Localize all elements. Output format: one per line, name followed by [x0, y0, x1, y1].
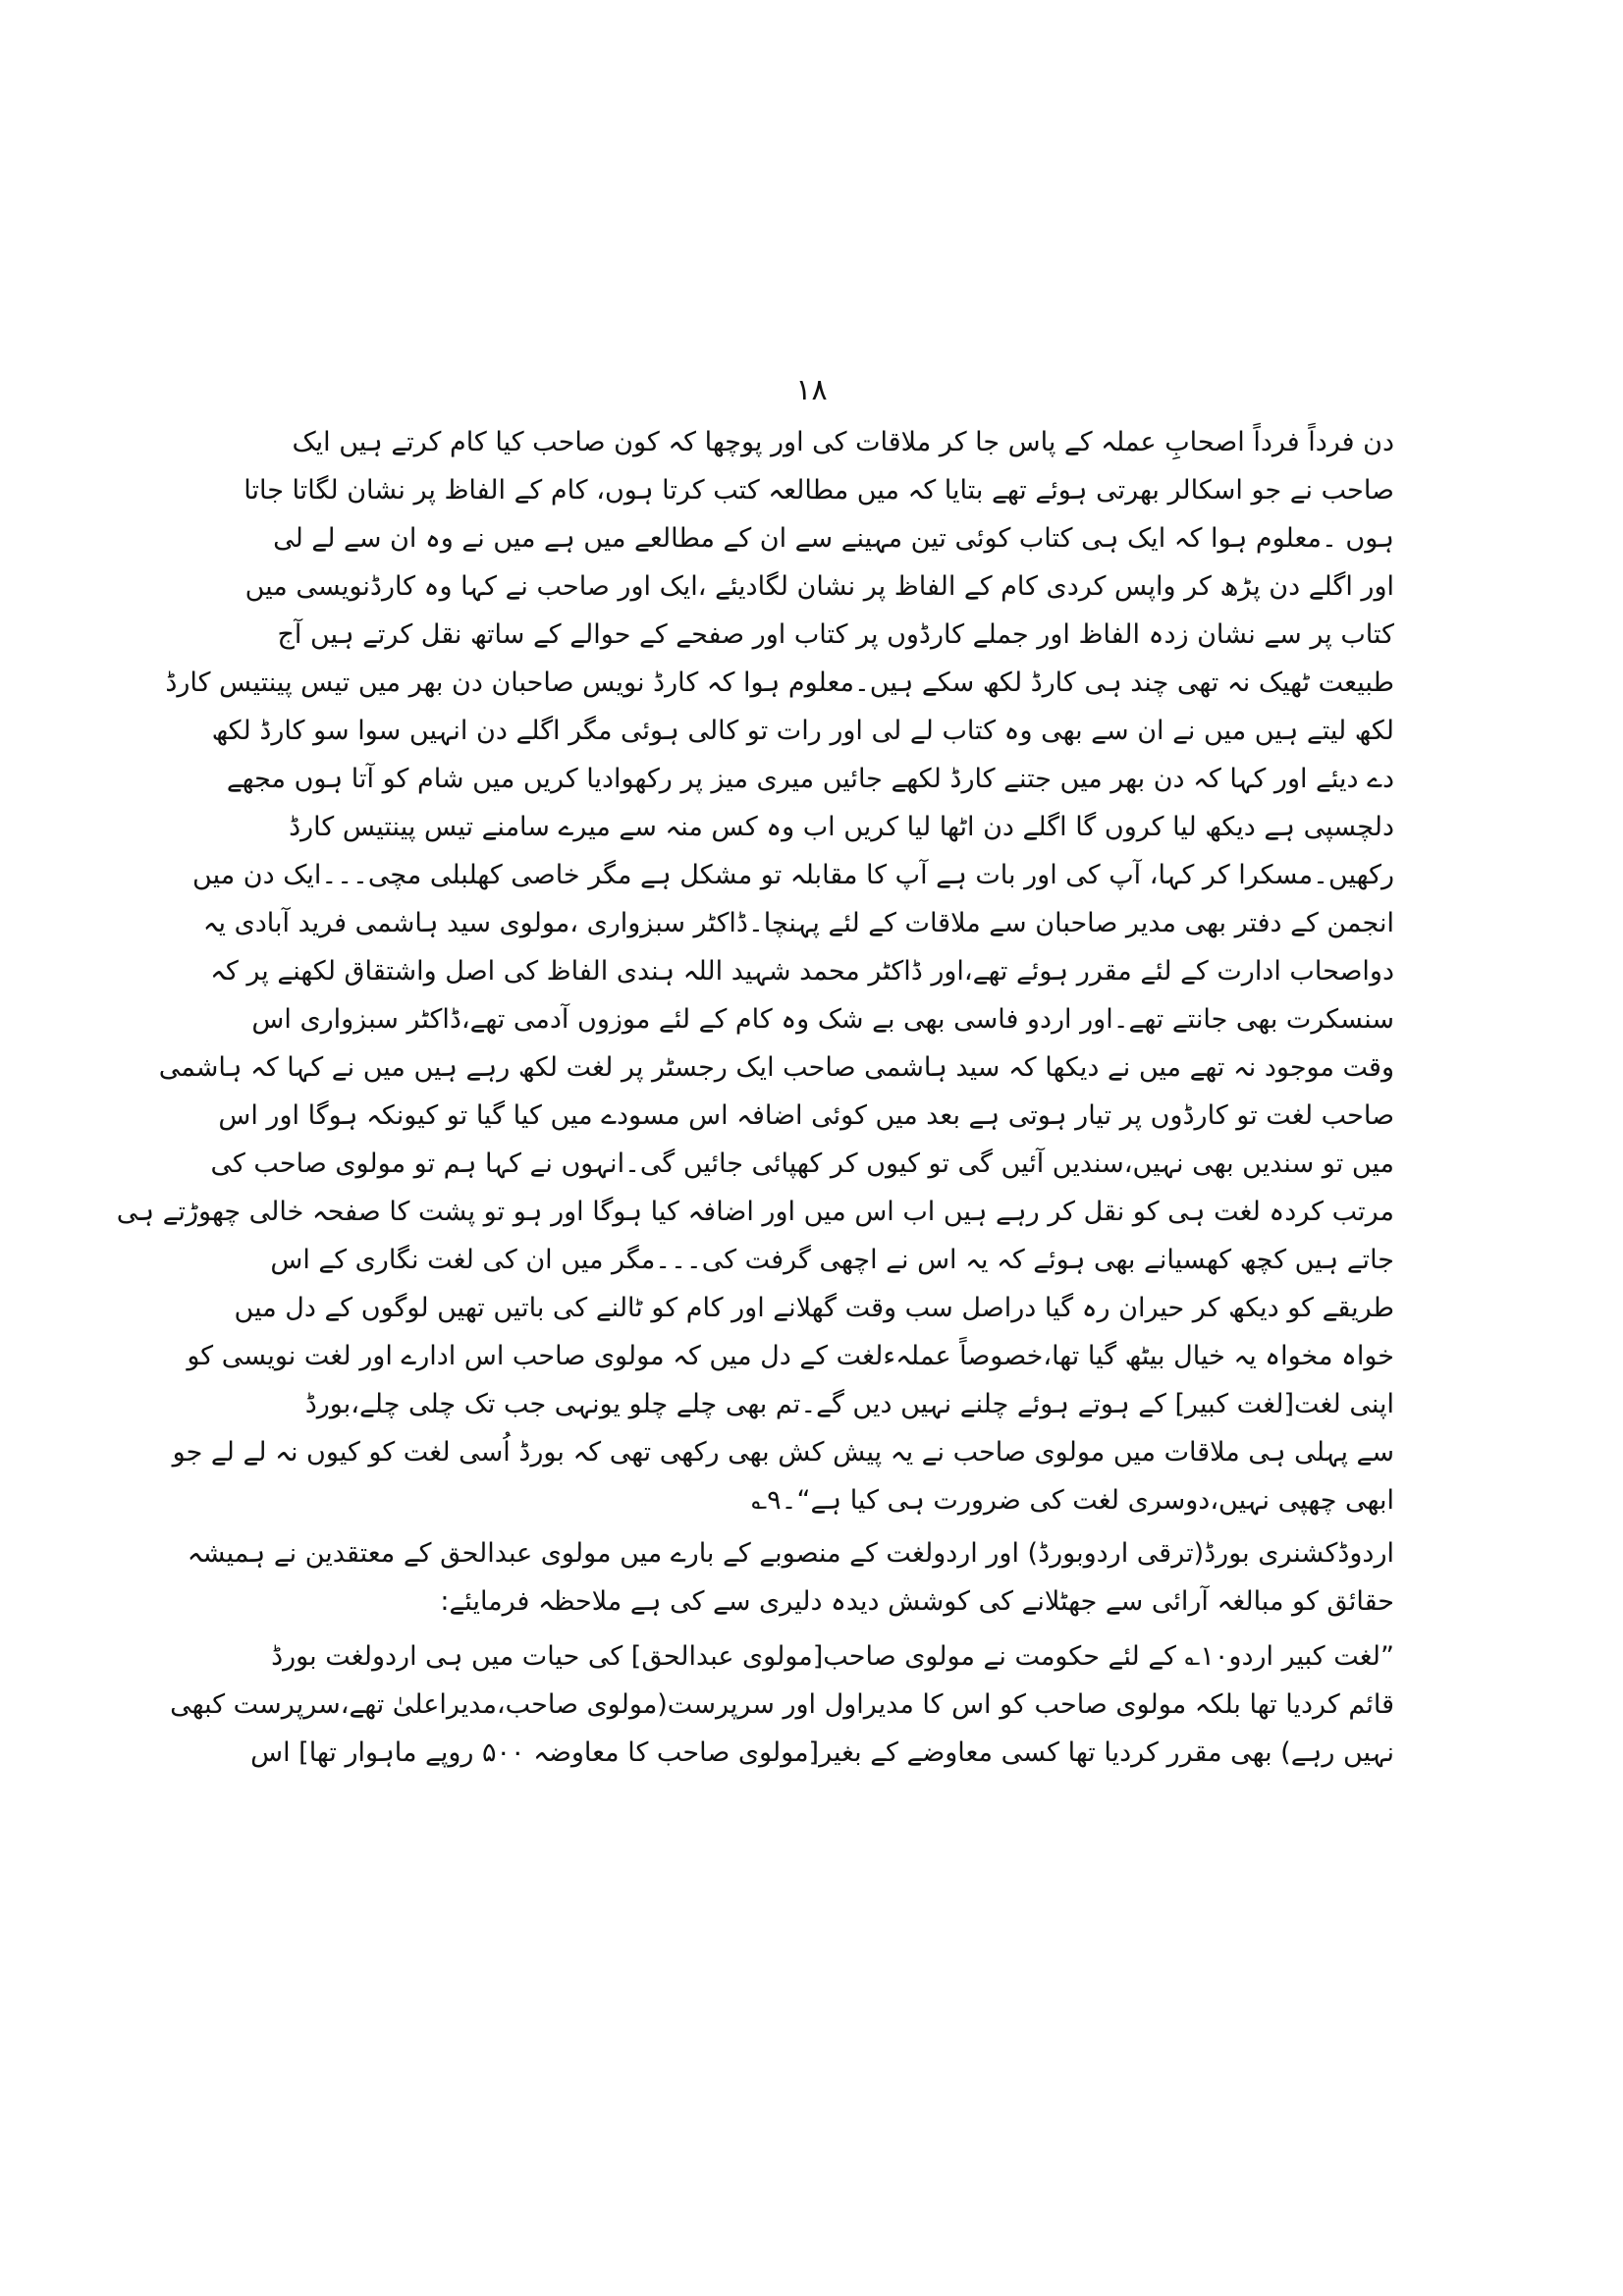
text-line: صاحب نے جو اسکالر بھرتی ہوئے تھے بتایا کہ میں مطالعہ کتب کرتا ہوں، کام کے الفاظ پر نشان لگاتا جاتا — [243, 475, 1394, 506]
text-line: طریقے کو دیکھ کر حیران رہ گیا دراصل سب وقت گھلانے اور کام کو ٹالنے کی باتیں تھیں لوگوں کے دل میں — [234, 1293, 1394, 1323]
text-line: اردوڈکشنری بورڈ(ترقی اردوبورڈ) اور اردولغت کے منصوبے کے بارے میں مولوی عبدالحق کے معتقدین نے ہمیشہ — [187, 1538, 1394, 1569]
text-line: نہیں رہے) بھی مقرر کردیا تھا کسی معاوضے کے بغیر[مولوی صاحب کا معاوضہ ۵۰۰ روپے ماہوار تھا] اس — [250, 1737, 1394, 1768]
text-line: اور اگلے دن پڑھ کر واپس کردی کام کے الفاظ پر نشان لگادیئے ،ایک اور صاحب نے کہا وہ کارڈنویسی میں — [244, 571, 1394, 602]
text-line: ”لغت کبیر اردو۱۰؎ کے لئے حکومت نے مولوی صاحب[مولوی عبدالحق] کی حیات میں ہی اردولغت بورڈ — [271, 1641, 1394, 1672]
text-line: وقت موجود نہ تھے میں نے دیکھا کہ سید ہاشمی صاحب ایک رجسٹر پر لغت لکھ رہے ہیں میں نے کہا کہ ہاشمی — [158, 1052, 1394, 1083]
text-line: قائم کردیا تھا بلکہ مولوی صاحب کو اس کا مدیراول اور سرپرست(مولوی صاحب،مدیراعلیٰ تھے،سرپرست کبھی — [170, 1689, 1394, 1720]
text-line: اپنی لغت[لغت کبیر] کے ہوتے ہوئے چلنے نہیں دیں گے۔تم بھی چلے چلو یونہی جب تک چلی چلے،بورڈ — [304, 1389, 1394, 1419]
page-number: ۱۸ — [795, 373, 828, 407]
text-line: کتاب پر سے نشان زدہ الفاظ اور جملے کارڈوں پر کتاب اور صفحے کے حوالے کے ساتھ نقل کرتے ہیں آج — [277, 619, 1394, 650]
text-line: سنسکرت بھی جانتے تھے۔اور اردو فاسی بھی بے شک وہ کام کے لئے موزوں آدمی تھے،ڈاکٹر سبزواری اس — [251, 1004, 1394, 1035]
text-line: دن فرداً فرداً اصحابِ عملہ کے پاس جا کر ملاقات کی اور پوچھا کہ کون صاحب کیا کام کرتے ہیں ایک — [292, 427, 1394, 457]
text-line: میں تو سندیں بھی نہیں،سندیں آئیں گی تو کیوں کر کھپائی جائیں گی۔انہوں نے کہا ہم تو مولوی صاحب کی — [210, 1148, 1394, 1179]
text-line: لکھ لیتے ہیں میں نے ان سے بھی وہ کتاب لے لی اور رات تو کالی ہوئی مگر اگلے دن انہیں سوا سو کارڈ لکھ — [211, 716, 1394, 746]
text-line: ہوں ۔معلوم ہوا کہ ایک ہی کتاب کوئی تین مہینے سے ان کے مطالعے میں ہے میں نے وہ ان سے لے لی — [273, 523, 1394, 554]
text-line: رکھیں۔مسکرا کر کہا، آپ کی اور بات ہے آپ کا مقابلہ تو مشکل ہے مگر خاصی کھلبلی مچی۔۔۔ایک دن میں — [192, 860, 1394, 890]
text-line: صاحب لغت تو کارڈوں پر تیار ہوتی ہے بعد میں کوئی اضافہ اس مسودے میں کیا گیا تو کیونکہ ہوگا اور اس — [218, 1100, 1394, 1131]
text-line: طبیعت ٹھیک نہ تھی چند ہی کارڈ لکھ سکے ہیں۔معلوم ہوا کہ کارڈ نویس صاحبان دن بھر میں تیس پینتیس کارڈ — [165, 667, 1394, 698]
text-line: خواہ مخواہ یہ خیال بیٹھ گیا تھا،خصوصاً عملہءلغت کے دل میں کہ مولوی صاحب اس ادارے اور لغت نویسی کو — [187, 1341, 1394, 1371]
text-line: جاتے ہیں کچھ کھسیانے بھی ہوئے کہ یہ اس نے اچھی گرفت کی۔۔۔مگر میں ان کی لغت نگاری کے اس — [270, 1245, 1394, 1275]
text-line: دے دیئے اور کہا کہ دن بھر میں جتنے کارڈ لکھے جائیں میری میز پر رکھوادیا کریں میں شام کو آتا ہوں مجھے — [226, 764, 1394, 794]
text-line: مرتب کردہ لغت ہی کو نقل کر رہے ہیں اب اس میں اور اضافہ کیا ہوگا اور ہو تو پشت کا صفحہ خالی چھوڑتے ہی — [116, 1197, 1394, 1227]
text-line: انجمن کے دفتر بھی مدیر صاحبان سے ملاقات کے لئے پہنچا۔ڈاکٹر سبزواری ،مولوی سید ہاشمی فرید آبادی یہ — [202, 908, 1394, 938]
text-line: ابھی چھپی نہیں،دوسری لغت کی ضرورت ہی کیا ہے“۔۹؎ — [751, 1485, 1394, 1516]
text-line: حقائق کو مبالغہ آرائی سے جھٹلانے کی کوشش دیدہ دلیری سے کی ہے ملاحظہ فرمایئے: — [440, 1586, 1394, 1617]
text-line: دلچسپی ہے دیکھ لیا کروں گا اگلے دن اٹھا لیا کریں اب وہ کس منہ سے میرے سامنے تیس پینتیس کارڈ — [289, 812, 1394, 842]
text-line: دواصحاب ادارت کے لئے مقرر ہوئے تھے،اور ڈاکٹر محمد شہید اللہ ہندی الفاظ کی اصل واشتقاق لکھنے پر کہ — [210, 956, 1394, 987]
text-line: سے پہلی ہی ملاقات میں مولوی صاحب نے یہ پیش کش بھی رکھی تھی کہ بورڈ اُسی لغت کو کیوں نہ لے لے جو — [172, 1437, 1394, 1468]
